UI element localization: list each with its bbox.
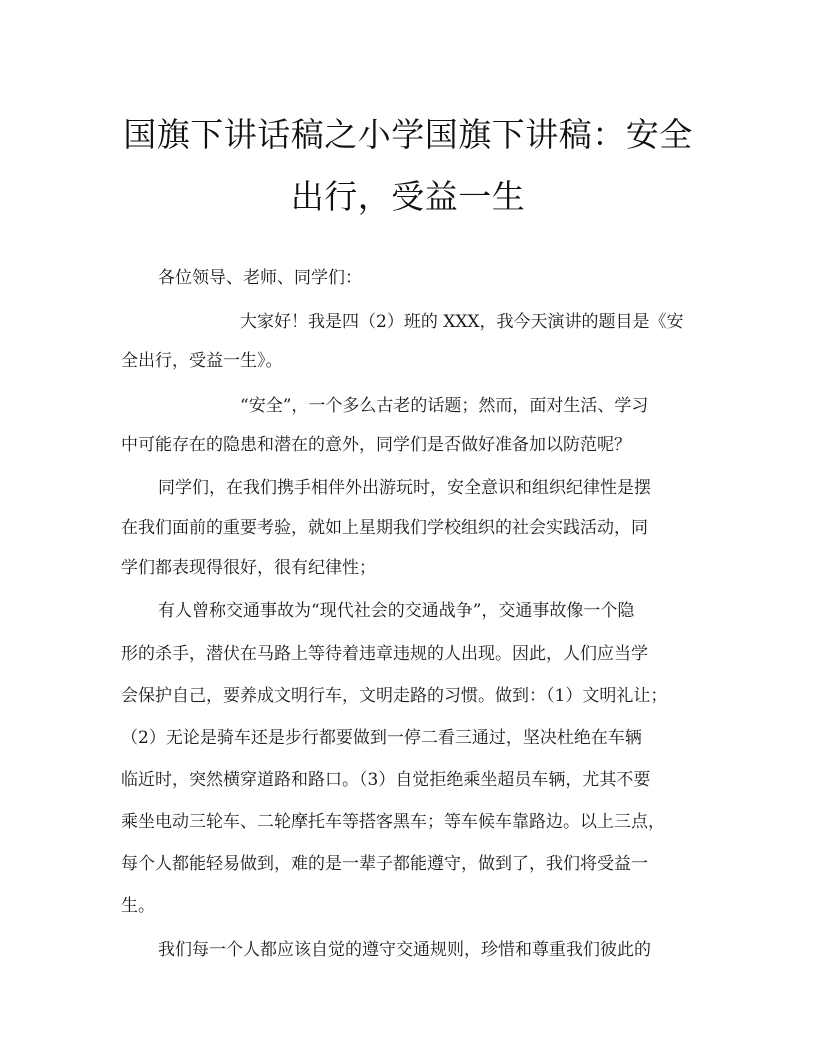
paragraph-4-line-1: 有人曾称交通事故为“现代社会的交通战争”，交通事故像一个隐 xyxy=(158,601,635,621)
paragraph-2-line-2: 中可能存在的隐患和潜在的意外，同学们是否做好准备加以防范呢？ xyxy=(121,435,631,455)
paragraph-4-line-7: 每个人都能轻易做到，难的是一辈子都能遵守，做到了，我们将受益一 xyxy=(121,854,648,874)
paragraph-4-line-2: 形的杀手，潜伏在马路上等待着违章违规的人出现。因此，人们应当学 xyxy=(121,644,648,664)
document-title-line-2: 出行，受益一生 xyxy=(290,177,526,216)
paragraph-1-line-2: 全出行，受益一生》。 xyxy=(121,351,283,371)
greeting: 各位领导、老师、同学们： xyxy=(158,268,362,288)
paragraph-3-line-2: 在我们面前的重要考验，就如上星期我们学校组织的社会实践活动，同 xyxy=(121,518,648,538)
paragraph-4-line-8: 生。 xyxy=(121,896,155,916)
paragraph-4-line-5: 临近时，突然横穿道路和路口。（3）自觉拒绝乘坐超员车辆，尤其不要 xyxy=(121,770,651,790)
paragraph-3-line-1: 同学们，在我们携手相伴外出游玩时，安全意识和组织纪律性是摆 xyxy=(158,478,651,498)
paragraph-5-line-1: 我们每一个人都应该自觉的遵守交通规则，珍惜和尊重我们彼此的 xyxy=(158,940,651,960)
paragraph-4-line-4: （2）无论是骑车还是步行都要做到一停二看三通过，坚决杜绝在车辆 xyxy=(121,728,642,748)
paragraph-2-line-1: “安全”，一个多么古老的话题；然而，面对生活、学习 xyxy=(240,396,649,416)
paragraph-1-line-1: 大家好！我是四（2）班的 XXX，我今天演讲的题目是《安 xyxy=(240,312,684,332)
paragraph-4-line-3: 会保护自己，要养成文明行车，文明走路的习惯。做到：（1）文明礼让； xyxy=(121,686,668,706)
document-title-line-1: 国旗下讲话稿之小学国旗下讲稿：安全 xyxy=(123,115,693,154)
paragraph-4-line-6: 乘坐电动三轮车、二轮摩托车等搭客黑车；等车候车靠路边。以上三点， xyxy=(121,812,665,832)
paragraph-3-line-3: 学们都表现得很好，很有纪律性； xyxy=(121,558,376,578)
